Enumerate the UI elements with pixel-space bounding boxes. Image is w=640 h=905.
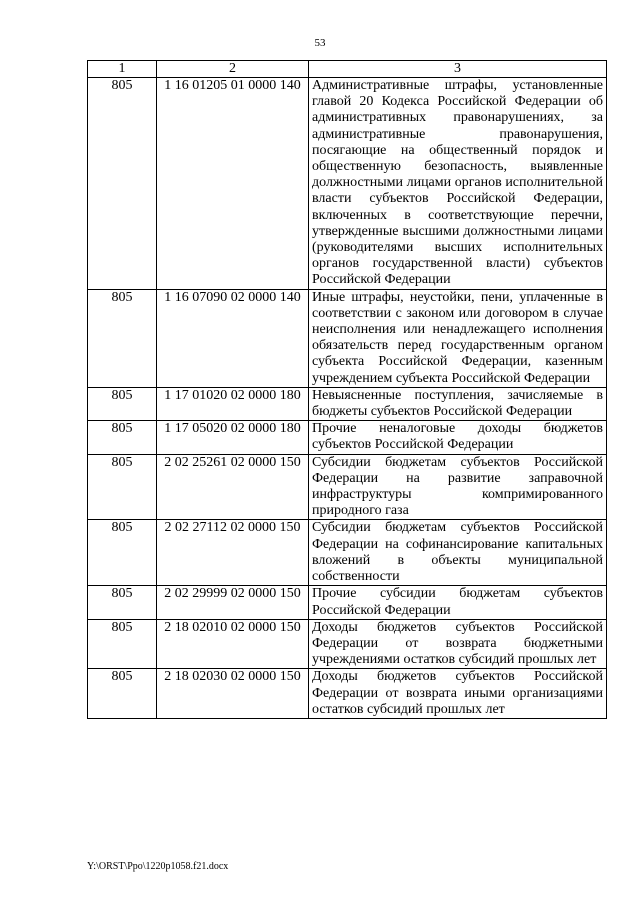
admin-code-cell: 805 bbox=[88, 421, 157, 454]
kbk-code-cell: 2 02 27112 02 0000 150 bbox=[157, 520, 309, 586]
table-row bbox=[88, 586, 607, 619]
admin-code-cell: 805 bbox=[88, 289, 157, 387]
revenue-name-cell: Прочие неналоговые доходы бюджетов субъектов Российской Федерации bbox=[309, 421, 607, 454]
admin-code-cell: 805 bbox=[88, 387, 157, 420]
revenue-name-cell: Доходы бюджетов субъектов Российской Федерации от возврата иными организациями остатков субсидий прошлых лет bbox=[309, 669, 607, 719]
revenue-name-cell: Административные штрафы, установленные главой 20 Кодекса Российской Федерации об административных правонарушениях, за административные правонарушения, посягающие на общественный порядок и общественную безопасность, выявленные должностными лицами органов исполнительной власти субъектов Российской Федерации, включенных в соответствующие перечни, утвержденные высшими должностными лицами (руководителями высших исполнительных органов государственной власти) субъектов Российской Федерации bbox=[309, 78, 607, 290]
admin-code-cell: 805 bbox=[88, 78, 157, 290]
kbk-code-cell: 2 18 02030 02 0000 150 bbox=[157, 669, 309, 719]
admin-code-cell: 805 bbox=[88, 586, 157, 619]
table-row bbox=[88, 520, 607, 586]
revenue-name-cell: Иные штрафы, неустойки, пени, уплаченные в соответствии с законом или договором в случае неисполнения или ненадлежащего исполнения обязательств перед государственным органом субъекта Российской Федерации, казенным учреждением субъекта Российской Федерации bbox=[309, 289, 607, 387]
revenue-name-cell: Доходы бюджетов субъектов Российской Федерации от возврата бюджетными учреждениями остатков субсидий прошлых лет bbox=[309, 619, 607, 669]
table-row bbox=[88, 421, 607, 454]
revenue-name-cell: Субсидии бюджетам субъектов Российской Федерации на софинансирование капитальных вложений в объекты муниципальной собственности bbox=[309, 520, 607, 586]
table-row bbox=[88, 78, 607, 290]
table-row bbox=[88, 454, 607, 520]
admin-code-cell: 805 bbox=[88, 619, 157, 669]
kbk-code-cell: 2 18 02010 02 0000 150 bbox=[157, 619, 309, 669]
admin-code-cell: 805 bbox=[88, 669, 157, 719]
kbk-code-cell: 2 02 25261 02 0000 150 bbox=[157, 454, 309, 520]
table-header-row bbox=[88, 61, 607, 78]
admin-code-cell: 805 bbox=[88, 520, 157, 586]
table-row bbox=[88, 669, 607, 719]
column-header-1: 1 bbox=[88, 61, 157, 78]
kbk-code-cell: 2 02 29999 02 0000 150 bbox=[157, 586, 309, 619]
table-row bbox=[88, 387, 607, 420]
table-row bbox=[88, 619, 607, 669]
revenue-name-cell: Невыясненные поступления, зачисляемые в бюджеты субъектов Российской Федерации bbox=[309, 387, 607, 420]
kbk-code-cell: 1 16 07090 02 0000 140 bbox=[157, 289, 309, 387]
kbk-code-cell: 1 16 01205 01 0000 140 bbox=[157, 78, 309, 290]
revenue-name-cell: Прочие субсидии бюджетам субъектов Российской Федерации bbox=[309, 586, 607, 619]
kbk-code-cell: 1 17 05020 02 0000 180 bbox=[157, 421, 309, 454]
budget-revenue-table bbox=[87, 60, 607, 719]
column-header-3: 3 bbox=[309, 61, 607, 78]
table-row bbox=[88, 289, 607, 387]
admin-code-cell: 805 bbox=[88, 454, 157, 520]
revenue-name-cell: Субсидии бюджетам субъектов Российской Федерации на развитие заправочной инфраструктуры компримированного природного газа bbox=[309, 454, 607, 520]
kbk-code-cell: 1 17 01020 02 0000 180 bbox=[157, 387, 309, 420]
column-header-2: 2 bbox=[157, 61, 309, 78]
document-file-path: Y:\ORST\Ppo\1220p1058.f21.docx bbox=[87, 861, 229, 872]
page-number: 53 bbox=[314, 37, 326, 49]
